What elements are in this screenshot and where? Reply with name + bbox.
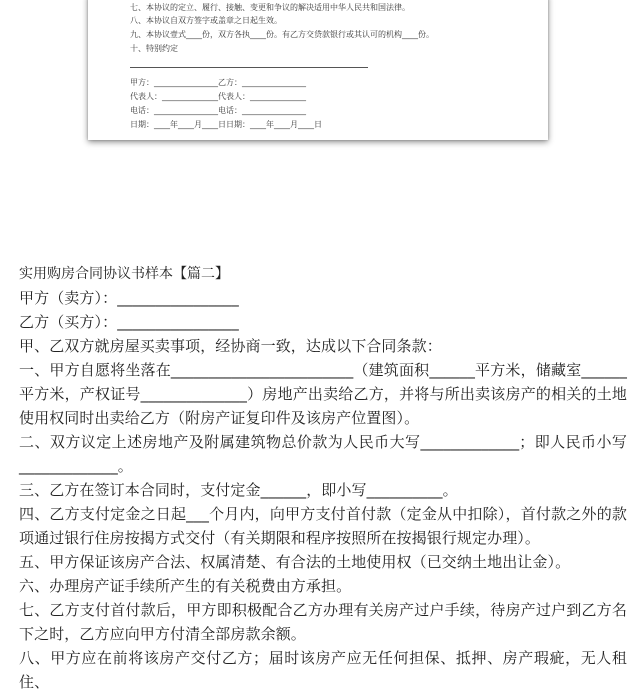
clause-7: 七、乙方支付首付款后，甲方即积极配合乙方办理有关房产过户手续，待房产过户到乙方名下之时，乙方应向甲方付清全部房款余额。: [19, 601, 627, 643]
contract-text: [19, 262, 627, 694]
scan-line: 代表人：______________代表人：______________: [130, 92, 306, 101]
paragraph-seller: 甲方（卖方）：________________: [19, 289, 239, 307]
clause-3: 三、乙方在签订本合同时，支付定金______，即小写__________。: [19, 481, 458, 499]
paragraph-buyer: 乙方（买方）：________________: [19, 313, 239, 331]
scanned-page-thumbnail: [88, 0, 548, 140]
scan-line: 电话：________________电话：________________: [130, 106, 306, 115]
clause-1: 一、甲方自愿将坐落在________________________（建筑面积______平方米，储藏室______平方米，产权证号______________）房地产出卖给乙方，并将与所出卖该房产的相关的土地使用权同时出卖给乙方（附房产证复印件及该房产位置图）。: [19, 361, 627, 427]
scan-line: 七、本协议的定立、履行、接触、变更和争议的解决适用中华人民共和国法律。: [130, 3, 410, 12]
scan-line: 甲方：________________乙方：________________: [130, 78, 306, 87]
scan-line: 日期：____年____月____日日期：____年____月____日: [130, 120, 322, 129]
scan-line: 十、特别约定: [130, 44, 178, 53]
scan-line: 九、本协议壹式____份，双方各执____份。有乙方交贷款银行或其认可的机构____份。: [130, 30, 434, 39]
clause-8: 八、甲方应在前将该房产交付乙方；届时该房产应无任何担保、抵押、房产瑕疵，无人租住、: [19, 649, 627, 691]
clause-2: 二、双方议定上述房地产及附属建筑物总价款为人民币大写_____________；即人民币小写_____________。: [19, 433, 627, 475]
paragraph-intro: 甲、乙双方就房屋买卖事项，经协商一致，达成以下合同条款：: [19, 337, 442, 355]
clause-6: 六、办理房产证手续所产生的有关税费由方承担。: [19, 577, 352, 595]
document-title: 实用购房合同协议书样本【篇二】: [19, 266, 229, 282]
clause-5: 五、甲方保证该房产合法、权属清楚、有合法的土地使用权（已交纳土地出让金）。: [19, 553, 571, 571]
clause-4: 四、乙方支付定金之日起___个月内，向甲方支付首付款（定金从中扣除），首付款之外的款项通过银行住房按揭方式交付（有关期限和程序按照所在按揭银行规定办理）。: [19, 505, 627, 547]
special-terms-rule: [130, 67, 368, 68]
scan-line: 八、本协议自双方签字或盖章之日起生效。: [130, 16, 282, 25]
